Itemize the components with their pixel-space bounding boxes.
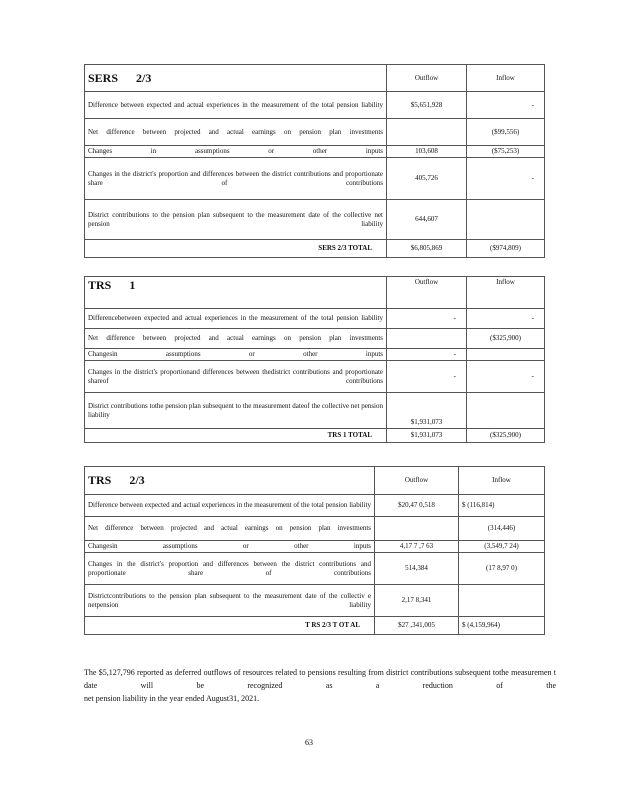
trs1-title: TRS 1 xyxy=(85,277,387,309)
table-row: Districtcontributions to the pension plan subsequent to the measurement date of the collectiv e netpension liability 2,17 8,341 xyxy=(85,585,545,617)
trs1-table xyxy=(84,276,545,443)
sers-outflow-header: Outflow xyxy=(387,65,467,92)
table-row: Changes in the district's proportionand differences between thedistrict contributions and proportionate shareof contributions - - xyxy=(85,361,545,393)
deferred-outflows-note xyxy=(84,666,556,705)
note-line-1: The $5,127,796 reported as deferred outflows of resources related to pensions resulting from district contributions subsequent tothe measuremen t date will be recognized as a reduction of the xyxy=(84,668,556,690)
table-row: Changesin assumptions or other inputs - xyxy=(85,349,545,361)
trs23-table xyxy=(84,466,545,635)
table-row: Changes in the district's proportion and differences between the district contributions and proportionate share of contributions 514,384 (17 8,97 0) xyxy=(85,553,545,585)
table-row: Net difference between projected and actual earnings on pension plan investments (314,446) xyxy=(85,517,545,541)
total-row: TRS 1 TOTAL $1,931,073 ($325,900) xyxy=(85,429,545,443)
table-row: District contributions to the pension plan subsequent to the measurement date of the collective net pension liability 644,607 xyxy=(85,200,545,240)
sers-table xyxy=(84,64,545,258)
trs1-inflow-header: Inflow xyxy=(467,277,545,309)
sers-title: SERS 2/3 xyxy=(85,65,387,92)
table-row: Changesin assumptions or other inputs 4,17 7 ,7 63 (3,549,7 24) xyxy=(85,541,545,553)
sers-inflow-header: Inflow xyxy=(467,65,545,92)
table-row: Difference between expected and actual experiences in the measurement of the total pension liability $5,651,928 - xyxy=(85,92,545,119)
table-row: Net difference between projected and actual earnings on pension plan investments ($99,556) xyxy=(85,119,545,146)
note-line-2: net pension liability in the year ended August31, 2021. xyxy=(84,694,260,703)
trs23-inflow-header: Inflow xyxy=(459,467,545,495)
table-row: District contributions tothe pension plan subsequent to the measurement dateof the collective net pension liability $1,931,073 xyxy=(85,393,545,429)
trs1-outflow-header: Outflow xyxy=(387,277,467,309)
table-row: Changes in assumptions or other inputs 103,608 ($75,253) xyxy=(85,146,545,158)
table-row: Differencebetween expected and actual experiences in the measurement of the total pension liability - - xyxy=(85,309,545,329)
total-row: T RS 2/3 T OT AL $27 ,341,005 $ (4,159,964) xyxy=(85,617,545,635)
table-row: Difference between expected and actual experiences in the measurement of the total pension liability $20,47 0,518 $ (116,814) xyxy=(85,495,545,517)
total-row: SERS 2/3 TOTAL $6,805,869 ($974,809) xyxy=(85,240,545,258)
trs23-title: TRS 2/3 xyxy=(85,467,375,495)
table-row: Net difference between projected and actual earnings on pension plan investments ($325,900) xyxy=(85,329,545,349)
trs23-outflow-header: Outflow xyxy=(375,467,459,495)
page-number: 63 xyxy=(305,738,313,747)
table-row: Changes in the district's proportion and differences between the district contributions and proportionate share of contributions 405,726 - xyxy=(85,158,545,200)
